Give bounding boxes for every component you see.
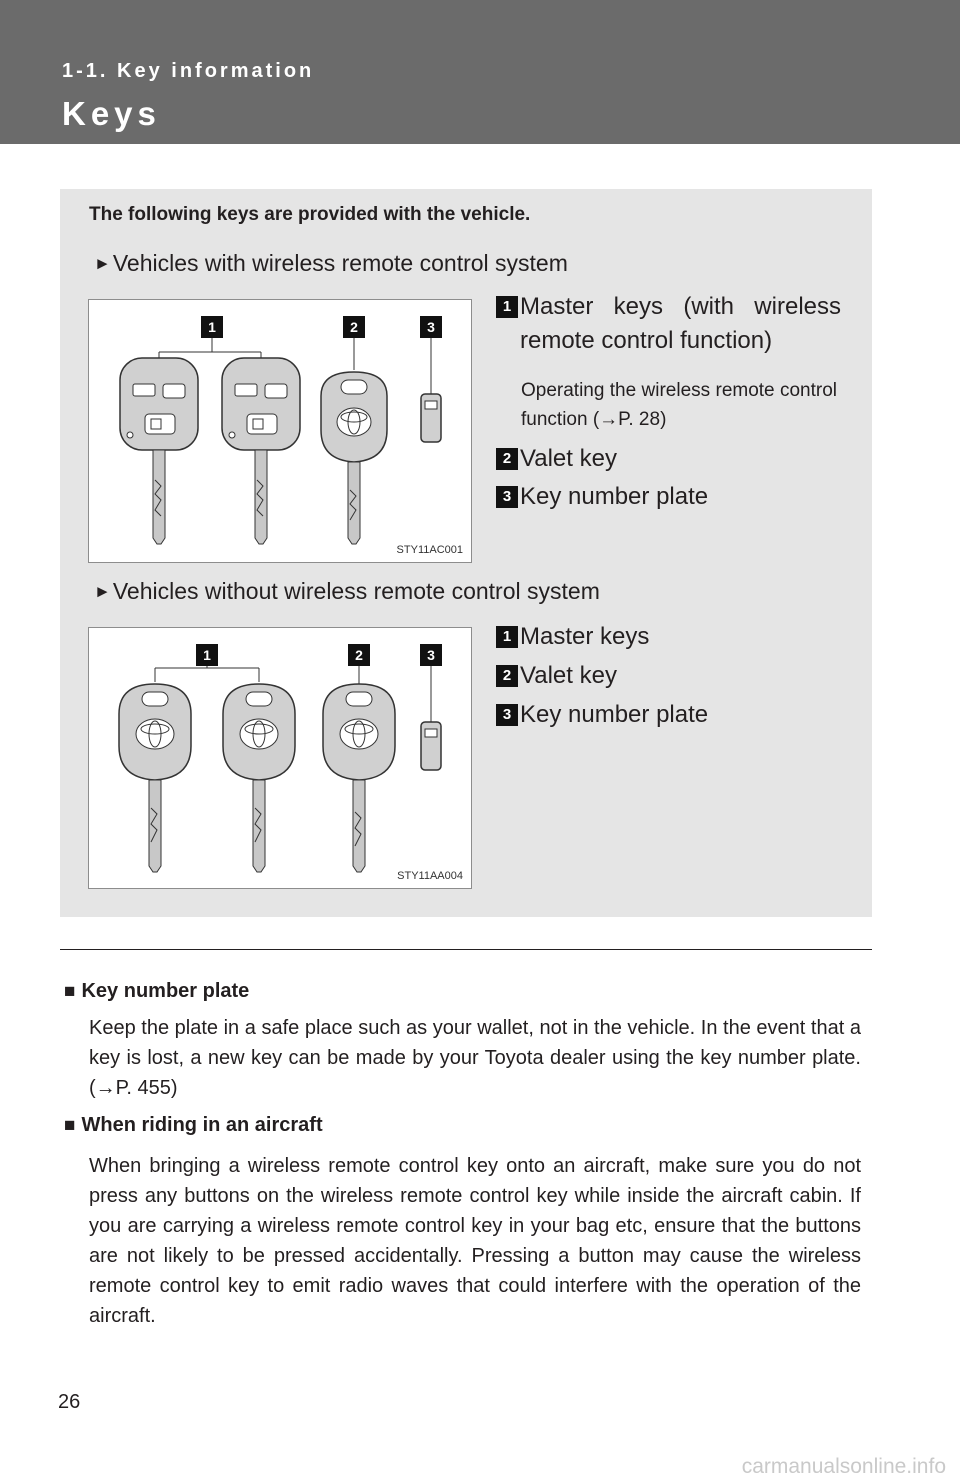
number-badge: 1	[496, 626, 518, 648]
figure-standard-keys	[88, 627, 472, 889]
legend-item-valet-key	[496, 442, 841, 476]
legend-item-key-number-plate	[496, 480, 841, 514]
number-badge: 1	[496, 296, 518, 318]
page-title: Keys	[62, 95, 161, 132]
legend-item-master-keys	[496, 290, 841, 358]
valet-key-figure	[323, 684, 395, 872]
master-key-2	[223, 684, 295, 872]
square-bullet-icon: ■	[64, 1115, 76, 1136]
legend-item-text: Master keys	[520, 623, 650, 650]
variant-heading-wireless	[94, 250, 568, 277]
callout-number-2: 2	[355, 647, 363, 663]
notice-heading-text: Key number plate	[81, 980, 250, 1002]
key-number-plate-figure	[421, 394, 441, 442]
variant-heading-text: Vehicles with wireless remote control system	[112, 250, 568, 276]
page-header	[0, 0, 960, 144]
section-divider	[60, 949, 872, 950]
legend-item-key-number-plate	[496, 698, 841, 732]
legend-item-text: Valet key	[520, 445, 617, 472]
watermark: carmanualsonline.info	[741, 1455, 946, 1478]
figure-code: STY11AA004	[397, 870, 463, 882]
page-number: 26	[58, 1391, 81, 1413]
square-bullet-icon: ■	[64, 981, 76, 1002]
variant-heading-text: Vehicles without wireless remote control system	[112, 578, 600, 604]
pointer-arrow-icon: ►	[94, 254, 111, 273]
wireless-keys-illustration	[89, 300, 473, 564]
section-title: 1-1. Key information	[62, 60, 315, 82]
notice-heading-text: When riding in an aircraft	[81, 1114, 323, 1136]
valet-key-figure	[321, 372, 387, 544]
callout-number-3: 3	[427, 319, 435, 335]
master-key-1	[119, 684, 191, 872]
callout-number-2: 2	[350, 319, 358, 335]
legend-item-text: Valet key	[520, 662, 617, 689]
number-badge: 2	[496, 448, 518, 470]
notice-body-aircraft: When bringing a wireless remote control key onto an aircraft, make sure you do not press any buttons on the wireless remote control key while inside the aircraft cabin. If you are carrying a wireless remote control key in your bag etc, ensure that the buttons are not likely to be pressed accidentally. Pressing a button may cause the wireless remote control key to emit radio waves that could interfere with the operation of the aircraft.	[89, 1155, 861, 1327]
key-number-plate-figure	[421, 722, 441, 770]
standard-keys-illustration	[89, 628, 473, 890]
legend-item-text: Key number plate	[520, 483, 709, 510]
callout-number-1: 1	[208, 319, 216, 335]
figure-code: STY11AC001	[396, 544, 463, 556]
pointer-arrow-icon: ►	[94, 582, 111, 601]
number-badge: 3	[496, 704, 518, 726]
legend-item-text: Key number plate	[520, 701, 709, 728]
callout-number-3: 3	[427, 647, 435, 663]
master-key-remote-1	[120, 358, 198, 544]
number-badge: 3	[496, 486, 518, 508]
notice-heading-key-number-plate	[64, 980, 249, 1003]
legend-item-text: Master keys (with wireless remote control function)	[520, 293, 841, 354]
master-key-remote-2	[222, 358, 300, 544]
callout-number-1: 1	[203, 647, 211, 663]
variant-heading-no-wireless	[94, 578, 600, 605]
notice-body-key-number-plate: Keep the plate in a safe place such as your wallet, not in the vehicle. In the event that a key is lost, a new key can be made by your Toyota dealer using the key number plate. (→P. 455)	[89, 1017, 861, 1099]
notice-heading-aircraft	[64, 1114, 323, 1137]
number-badge: 2	[496, 665, 518, 687]
legend-item-master-keys	[496, 620, 841, 654]
legend-item-note: Operating the wireless remote control function (→P. 28)	[521, 380, 837, 430]
legend-item-valet-key	[496, 659, 841, 693]
intro-text: The following keys are provided with the vehicle.	[89, 204, 531, 225]
figure-wireless-keys	[88, 299, 472, 563]
